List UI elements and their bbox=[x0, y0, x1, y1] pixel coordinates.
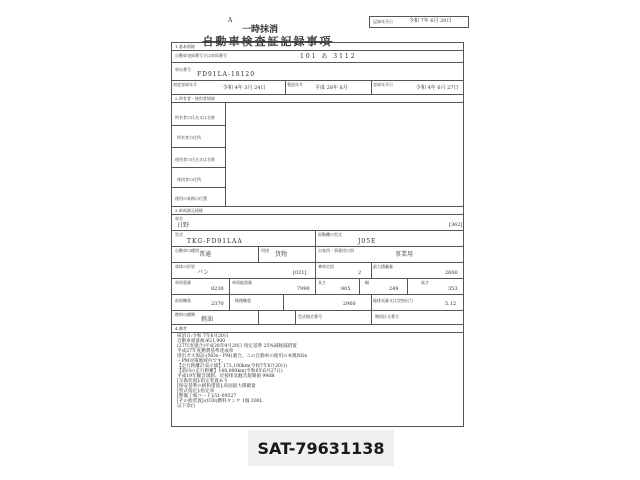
remark-line: ・PM対策地域内です。 bbox=[177, 359, 226, 364]
issue-date-label: 記録年月日 bbox=[373, 19, 393, 24]
temporary-cancel-stamp: 一時抹消 bbox=[242, 25, 279, 35]
maker-label: 車名 bbox=[175, 216, 183, 221]
private-value: 事業用 bbox=[395, 251, 414, 258]
maker-value: 日野 bbox=[177, 222, 190, 229]
remark-line: 【走行距離計表示値】173,100km(令和7年6月20日) bbox=[177, 364, 288, 369]
fuel-value: 軽油 bbox=[201, 316, 214, 323]
rule bbox=[171, 167, 225, 168]
rule bbox=[359, 278, 360, 294]
category-label: 類別区分番号 bbox=[375, 314, 399, 319]
gross-label: 車両総重量 bbox=[232, 280, 252, 285]
axle-label: 前前軸重 bbox=[175, 298, 191, 303]
rule bbox=[171, 147, 225, 148]
rule bbox=[229, 294, 230, 310]
rule bbox=[171, 332, 464, 333]
rule bbox=[171, 230, 464, 231]
mfg-value: 平成 28年 6月 bbox=[315, 85, 348, 91]
reg-value: 101 あ 3112 bbox=[300, 53, 357, 60]
rule bbox=[171, 246, 464, 247]
remark-line: 平成19年騒音規制、近接排気騒音規制値 99dB bbox=[177, 374, 275, 379]
use-value: 貨物 bbox=[275, 251, 288, 258]
section2-label: 2.所有者・使用者情報 bbox=[175, 96, 215, 101]
capacity-value: 2 bbox=[358, 270, 362, 276]
gross-value: 7990 bbox=[297, 286, 310, 292]
engine-value: J05E bbox=[358, 238, 377, 245]
rule bbox=[283, 294, 284, 310]
displacement-label: 総排気量又は定格出力 bbox=[373, 298, 413, 303]
body-code: [021] bbox=[293, 270, 307, 276]
owner-name-label: 所有者の氏名又は名称 bbox=[175, 115, 215, 120]
rule bbox=[285, 80, 286, 94]
rule bbox=[258, 246, 259, 262]
length-value: 805 bbox=[341, 286, 351, 292]
issue-date-value: 令和 7年 6月 20日 bbox=[409, 18, 452, 24]
kind-label: 自動車の種別 bbox=[175, 248, 199, 253]
document-title: 自動車検査証記録事項 bbox=[202, 35, 333, 48]
remark-line: 【前回の走行距離】148,000km(令和6年6月27日) bbox=[177, 369, 283, 374]
stock-number-label: SAT-79631138 bbox=[248, 430, 394, 466]
rule bbox=[371, 262, 372, 278]
section1-label: 1.基本情報 bbox=[175, 44, 195, 49]
remark-line: [交換装置]:指定装置あり bbox=[177, 379, 229, 384]
body-label: 車体の形状 bbox=[175, 264, 195, 269]
width-label: 幅 bbox=[365, 280, 369, 285]
motor-label: 型式指定番号 bbox=[298, 314, 322, 319]
rear-axle-value: 2960 bbox=[343, 301, 356, 307]
rule bbox=[315, 230, 316, 246]
vin-label: 車台番号 bbox=[175, 67, 191, 72]
max-load-label: 最大積載量 bbox=[373, 264, 393, 269]
height-label: 高さ bbox=[421, 280, 429, 285]
rule bbox=[371, 294, 372, 310]
rule bbox=[171, 262, 464, 263]
rear-axle-label: 後後軸重 bbox=[235, 298, 251, 303]
section4-label: 4.備考 bbox=[175, 326, 187, 331]
rule bbox=[171, 294, 464, 295]
base-location-label: 使用の本拠の位置 bbox=[175, 196, 207, 201]
rule bbox=[407, 278, 408, 294]
remark-line: [整備工場コード]:51-09527 bbox=[177, 394, 237, 399]
rule bbox=[171, 94, 464, 95]
reg-label: 自動車登録番号又は車両番号 bbox=[175, 53, 227, 58]
remark-line: [保安基準の緩和措置]:床面最大積載量 bbox=[177, 384, 256, 389]
rule bbox=[171, 278, 464, 279]
private-label: 自家用・事業用の別 bbox=[318, 248, 354, 253]
owner-address-label: 所有者の住所 bbox=[177, 135, 201, 140]
rule bbox=[171, 125, 225, 126]
first-reg-label: 初度登録年月 bbox=[173, 82, 197, 87]
rule bbox=[225, 102, 226, 206]
rule bbox=[171, 214, 464, 215]
remark-line: [その他装置]:(030)燃料タンク 1個 200L bbox=[177, 399, 263, 404]
rule bbox=[315, 262, 316, 278]
vehicle-inspection-certificate bbox=[163, 12, 470, 432]
rule bbox=[171, 324, 464, 325]
vin-value: FD91LA-18120 bbox=[197, 71, 256, 78]
remark-line: [型式指定]:指定車 bbox=[177, 389, 215, 394]
body-value: バン bbox=[197, 269, 210, 276]
engine-label: 原動機の型式 bbox=[318, 232, 342, 237]
model-label: 型式 bbox=[175, 232, 183, 237]
max-load-value: 2600 bbox=[445, 270, 458, 276]
first-reg-value: 令和 4年 3月 24日 bbox=[223, 85, 266, 91]
record-value: 令和 4年 6月 27日 bbox=[416, 85, 459, 91]
length-label: 長さ bbox=[318, 280, 326, 285]
weight-value: 8230 bbox=[211, 286, 224, 292]
rule bbox=[171, 62, 464, 63]
section3-label: 3.車両諸元情報 bbox=[175, 208, 203, 213]
user-address-label: 使用者の住所 bbox=[177, 177, 201, 182]
fuel-label: 燃料の種類 bbox=[175, 312, 195, 317]
rule bbox=[258, 310, 259, 324]
displacement-value: 5.12 bbox=[445, 301, 457, 307]
record-label: 登録年月日 bbox=[373, 82, 393, 87]
remark-line: 平成27年度燃費基準達成車 bbox=[177, 349, 234, 354]
model-value: TKG-FD91LAA bbox=[187, 238, 243, 245]
front-axle-value: 2370 bbox=[211, 301, 224, 307]
rule bbox=[315, 246, 316, 262]
use-label: 用途 bbox=[261, 248, 269, 253]
rule bbox=[171, 206, 464, 207]
rule bbox=[371, 310, 372, 324]
rule bbox=[171, 50, 464, 51]
maker-code: [362] bbox=[449, 222, 463, 228]
remark-line: 以下余白 bbox=[177, 404, 196, 409]
rule bbox=[315, 278, 316, 294]
rule bbox=[371, 80, 372, 94]
remark-line: (27年度適合)平成28年9月29日 指定基準 25%減軽減措置 bbox=[177, 344, 297, 349]
rule bbox=[229, 278, 230, 294]
weight-label: 車両重量 bbox=[175, 280, 191, 285]
kind-value: 普通 bbox=[199, 251, 212, 258]
rule bbox=[295, 310, 296, 324]
rule bbox=[171, 80, 464, 81]
remark-line: 排出ガス保証:(NOx・PM)適合。この自動車の使用の本拠NOx bbox=[177, 354, 308, 359]
height-value: 353 bbox=[448, 286, 458, 292]
remark-line: 自動車重量税:¥21,900 bbox=[177, 339, 226, 344]
header-letter: A bbox=[228, 17, 233, 24]
capacity-label: 乗車定員 bbox=[318, 264, 334, 269]
width-value: 249 bbox=[389, 286, 399, 292]
mfg-label: 製造年月 bbox=[287, 82, 303, 87]
remark-line: 抹消日:令和 7年6月20日 bbox=[177, 334, 229, 339]
rule bbox=[171, 310, 464, 311]
user-name-label: 使用者の氏名又は名称 bbox=[175, 157, 215, 162]
rule bbox=[171, 102, 464, 103]
rule bbox=[171, 187, 225, 188]
